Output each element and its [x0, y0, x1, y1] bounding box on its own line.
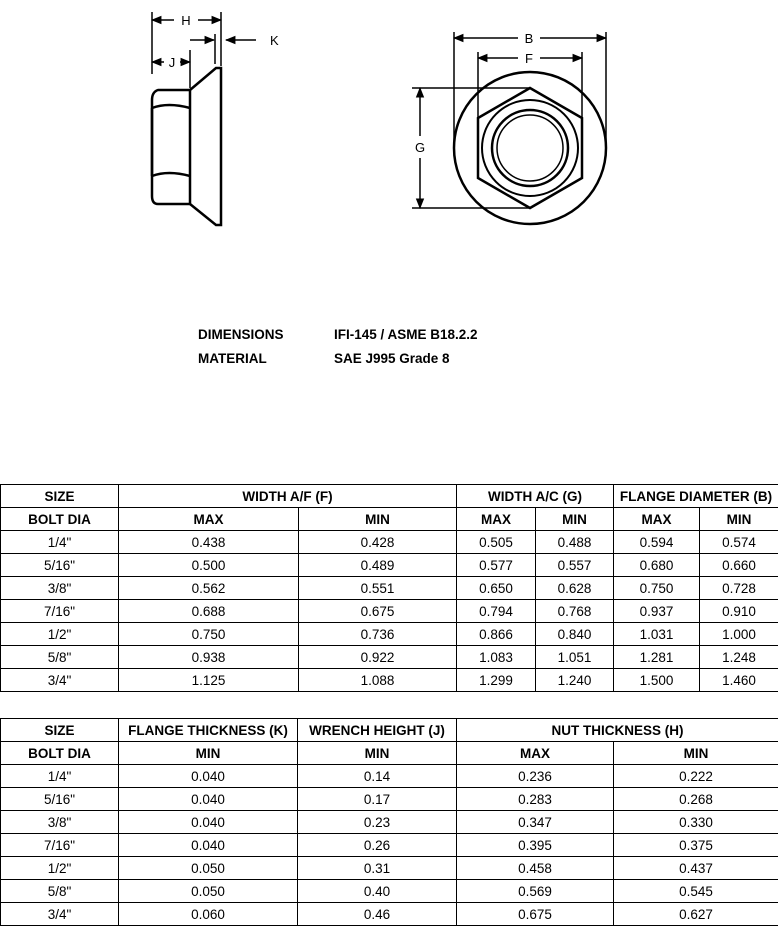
- value-cell: 0.428: [299, 531, 457, 554]
- value-cell: 0.268: [614, 788, 778, 811]
- value-cell: 0.675: [457, 903, 614, 926]
- table-row: [1, 669, 778, 692]
- value-cell: 0.050: [119, 880, 298, 903]
- value-cell: 0.551: [299, 577, 457, 600]
- value-cell: 0.557: [536, 554, 614, 577]
- bolt-size-cell: 7/16": [1, 834, 119, 857]
- header-flange-diameter: FLANGE DIAMETER (B): [614, 485, 778, 508]
- value-cell: 0.060: [119, 903, 298, 926]
- value-cell: 0.438: [119, 531, 299, 554]
- value-cell: 1.248: [700, 646, 778, 669]
- header-size: SIZE: [1, 485, 119, 508]
- value-cell: 0.17: [298, 788, 457, 811]
- value-cell: 0.680: [614, 554, 700, 577]
- dimensions-table-thickness: [0, 718, 778, 926]
- header-max: MAX: [119, 508, 299, 531]
- value-cell: 1.125: [119, 669, 299, 692]
- table-row: [1, 765, 778, 788]
- value-cell: 0.26: [298, 834, 457, 857]
- dim-label-g: G: [415, 140, 425, 155]
- table-row: [1, 554, 778, 577]
- value-cell: 0.283: [457, 788, 614, 811]
- header-min: MIN: [298, 742, 457, 765]
- value-cell: 0.574: [700, 531, 778, 554]
- table-row: [1, 531, 778, 554]
- value-cell: 0.236: [457, 765, 614, 788]
- header-min: MIN: [536, 508, 614, 531]
- header-width-af: WIDTH A/F (F): [119, 485, 457, 508]
- header-min: MIN: [299, 508, 457, 531]
- value-cell: 0.545: [614, 880, 778, 903]
- table-row: [1, 646, 778, 669]
- bolt-size-cell: 1/2": [1, 857, 119, 880]
- table-row: [1, 577, 778, 600]
- value-cell: 0.46: [298, 903, 457, 926]
- bolt-size-cell: 3/8": [1, 577, 119, 600]
- value-cell: 0.23: [298, 811, 457, 834]
- value-cell: 0.922: [299, 646, 457, 669]
- value-cell: 0.910: [700, 600, 778, 623]
- bolt-size-cell: 1/4": [1, 765, 119, 788]
- header-size: SIZE: [1, 719, 119, 742]
- header-nut-thickness: NUT THICKNESS (H): [457, 719, 778, 742]
- bolt-size-cell: 3/4": [1, 669, 119, 692]
- value-cell: 0.650: [457, 577, 536, 600]
- header-bolt-dia: BOLT DIA: [1, 742, 119, 765]
- value-cell: 0.14: [298, 765, 457, 788]
- value-cell: 0.675: [299, 600, 457, 623]
- value-cell: 0.050: [119, 857, 298, 880]
- header-max: MAX: [457, 742, 614, 765]
- value-cell: 0.750: [119, 623, 299, 646]
- dim-label-f: F: [525, 51, 533, 66]
- top-view-drawing: [454, 72, 606, 224]
- value-cell: 0.040: [119, 811, 298, 834]
- value-cell: 0.395: [457, 834, 614, 857]
- bolt-size-cell: 1/4": [1, 531, 119, 554]
- value-cell: 0.628: [536, 577, 614, 600]
- value-cell: 1.299: [457, 669, 536, 692]
- header-wrench-height: WRENCH HEIGHT (J): [298, 719, 457, 742]
- value-cell: 0.40: [298, 880, 457, 903]
- value-cell: 0.458: [457, 857, 614, 880]
- spec-row-dimensions: [198, 322, 478, 346]
- value-cell: 0.347: [457, 811, 614, 834]
- header-min: MIN: [700, 508, 778, 531]
- value-cell: 0.040: [119, 834, 298, 857]
- bolt-size-cell: 5/16": [1, 788, 119, 811]
- spec-value: IFI-145 / ASME B18.2.2: [334, 327, 478, 342]
- bolt-size-cell: 5/8": [1, 646, 119, 669]
- bolt-size-cell: 5/16": [1, 554, 119, 577]
- header-max: MAX: [457, 508, 536, 531]
- bolt-size-cell: 3/4": [1, 903, 119, 926]
- header-width-ac: WIDTH A/C (G): [457, 485, 614, 508]
- value-cell: 0.562: [119, 577, 299, 600]
- value-cell: 1.460: [700, 669, 778, 692]
- value-cell: 1.088: [299, 669, 457, 692]
- value-cell: 0.594: [614, 531, 700, 554]
- value-cell: 1.051: [536, 646, 614, 669]
- value-cell: 0.736: [299, 623, 457, 646]
- value-cell: 0.660: [700, 554, 778, 577]
- dim-label-h: H: [181, 13, 190, 28]
- value-cell: 0.768: [536, 600, 614, 623]
- value-cell: 0.688: [119, 600, 299, 623]
- header-min: MIN: [614, 742, 778, 765]
- value-cell: 0.505: [457, 531, 536, 554]
- value-cell: 0.794: [457, 600, 536, 623]
- value-cell: 0.375: [614, 834, 778, 857]
- table-row: [1, 788, 778, 811]
- value-cell: 0.31: [298, 857, 457, 880]
- table-row: [1, 811, 778, 834]
- value-cell: 0.840: [536, 623, 614, 646]
- dim-label-k: K: [270, 33, 279, 48]
- table-row: [1, 834, 778, 857]
- value-cell: 0.938: [119, 646, 299, 669]
- value-cell: 1.500: [614, 669, 700, 692]
- header-flange-thickness: FLANGE THICKNESS (K): [119, 719, 298, 742]
- spec-value: SAE J995 Grade 8: [334, 351, 450, 366]
- value-cell: 0.222: [614, 765, 778, 788]
- spec-key: MATERIAL: [198, 351, 334, 366]
- technical-drawings: [0, 0, 778, 240]
- value-cell: 0.488: [536, 531, 614, 554]
- header-min: MIN: [119, 742, 298, 765]
- value-cell: 1.031: [614, 623, 700, 646]
- table-row: [1, 857, 778, 880]
- table-row: [1, 600, 778, 623]
- dimensions-table-width: [0, 484, 778, 692]
- value-cell: 0.569: [457, 880, 614, 903]
- value-cell: 0.728: [700, 577, 778, 600]
- value-cell: 1.281: [614, 646, 700, 669]
- bolt-size-cell: 1/2": [1, 623, 119, 646]
- spec-key: DIMENSIONS: [198, 327, 334, 342]
- value-cell: 0.937: [614, 600, 700, 623]
- value-cell: 0.330: [614, 811, 778, 834]
- value-cell: 0.627: [614, 903, 778, 926]
- bolt-size-cell: 5/8": [1, 880, 119, 903]
- value-cell: 0.040: [119, 788, 298, 811]
- value-cell: 0.500: [119, 554, 299, 577]
- value-cell: 0.750: [614, 577, 700, 600]
- value-cell: 0.577: [457, 554, 536, 577]
- table-row: [1, 880, 778, 903]
- spec-row-material: [198, 346, 478, 370]
- bolt-size-cell: 3/8": [1, 811, 119, 834]
- value-cell: 0.040: [119, 765, 298, 788]
- value-cell: 1.240: [536, 669, 614, 692]
- value-cell: 0.437: [614, 857, 778, 880]
- value-cell: 1.083: [457, 646, 536, 669]
- dim-label-b: B: [525, 31, 534, 46]
- bolt-size-cell: 7/16": [1, 600, 119, 623]
- value-cell: 1.000: [700, 623, 778, 646]
- value-cell: 0.489: [299, 554, 457, 577]
- dim-label-j: J: [169, 55, 176, 70]
- header-bolt-dia: BOLT DIA: [1, 508, 119, 531]
- side-view-drawing: [152, 68, 221, 225]
- table-row: [1, 623, 778, 646]
- value-cell: 0.866: [457, 623, 536, 646]
- table-row: [1, 903, 778, 926]
- header-max: MAX: [614, 508, 700, 531]
- spec-block: [198, 322, 478, 370]
